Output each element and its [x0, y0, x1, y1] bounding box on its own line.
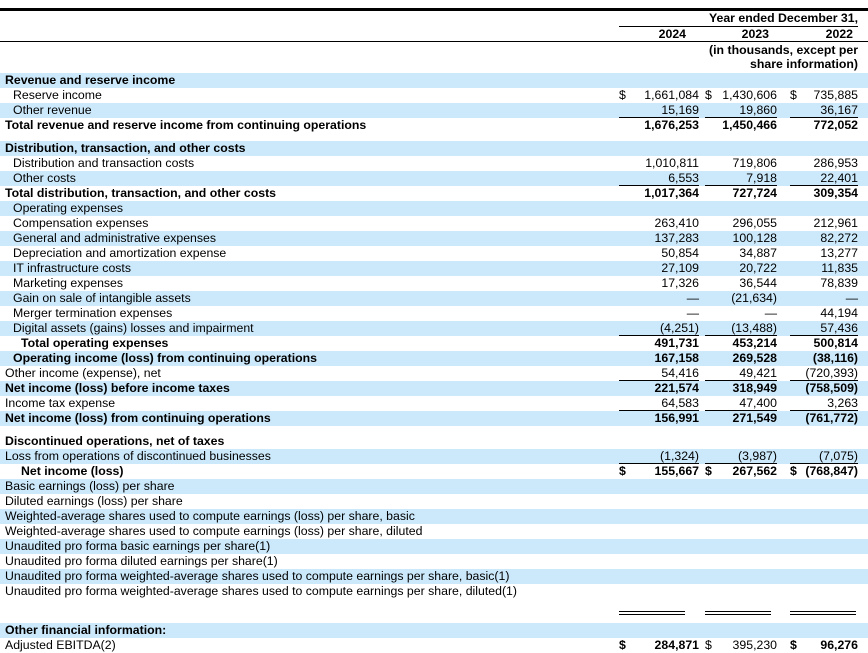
value-cell-2022 [790, 539, 858, 554]
row-label: Adjusted EBITDA(2) [5, 638, 116, 652]
cell-value: 395,230 [732, 638, 777, 652]
value-cell-2022 [790, 494, 858, 509]
table-row [0, 351, 868, 366]
currency-symbol: $ [619, 88, 626, 102]
row-label: Other income (expense), net [5, 366, 161, 380]
cell-value: 47,400 [739, 396, 777, 410]
value-cell-2024 [619, 261, 699, 276]
cell-value: 64,583 [661, 396, 699, 410]
value-cell-2024 [619, 306, 699, 321]
value-cell-2024 [619, 156, 699, 171]
value-cell-2022 [790, 479, 858, 494]
row-label: General and administrative expenses [13, 231, 217, 245]
value-cell-2022 [790, 141, 858, 156]
value-cell-2022 [790, 306, 858, 321]
period-header-row [0, 11, 868, 27]
cell-value: 735,885 [813, 88, 858, 102]
table-row [0, 88, 868, 103]
value-cell-2023 [705, 599, 777, 623]
value-cell-2024 [619, 396, 699, 411]
table-row [0, 366, 868, 381]
value-cell-2022 [790, 449, 858, 464]
column-header-2024: 2024 [658, 27, 686, 41]
cell-value: 100,128 [732, 231, 777, 245]
value-cell-2022 [790, 381, 858, 396]
row-label: Net income (loss) from continuing operations [5, 411, 271, 425]
cell-value: (768,847) [805, 464, 858, 478]
period-header: Year ended December 31, [619, 11, 858, 27]
value-cell-2024 [619, 276, 699, 291]
cell-value: 221,574 [654, 381, 699, 395]
value-cell-2023 [705, 351, 777, 366]
value-cell-2023 [705, 141, 777, 156]
row-label: Diluted earnings (loss) per share [5, 494, 183, 508]
table-row [0, 231, 868, 246]
row-label: Weighted-average shares used to compute earnings (loss) per share, diluted [5, 524, 423, 538]
value-cell-2024 [619, 231, 699, 246]
table-row [0, 434, 868, 449]
double-rule [790, 611, 856, 615]
value-cell-2023 [705, 411, 777, 426]
row-label: Net income (loss) before income taxes [5, 381, 230, 395]
value-cell-2023 [705, 246, 777, 261]
value-cell-2023 [705, 73, 777, 88]
value-cell-2023 [705, 449, 777, 464]
value-cell-2022 [790, 216, 858, 231]
year-row-spacer [0, 27, 619, 41]
currency-symbol: $ [705, 464, 712, 478]
row-label: Loss from operations of discontinued businesses [5, 449, 271, 463]
value-cell-2024 [619, 216, 699, 231]
table-row [0, 509, 868, 524]
table-row [0, 638, 868, 653]
cell-value: 34,887 [739, 246, 777, 260]
value-cell-2023 [705, 396, 777, 411]
value-cell-2022 [790, 231, 858, 246]
currency-symbol: $ [619, 638, 626, 652]
statement-table [0, 73, 868, 653]
value-cell-2022 [790, 351, 858, 366]
value-cell-2023 [705, 623, 777, 638]
table-row [0, 623, 868, 638]
row-label: Other financial information: [5, 623, 167, 637]
cell-value: 1,661,084 [644, 88, 699, 102]
table-row [0, 216, 868, 231]
cell-value: 36,167 [820, 103, 858, 117]
value-cell-2022 [790, 638, 858, 653]
cell-value: 296,055 [732, 216, 777, 230]
value-cell-2022 [790, 464, 858, 479]
row-label: Operating income (loss) from continuing operations [13, 351, 318, 365]
value-cell-2022 [790, 599, 858, 623]
currency-symbol: $ [705, 638, 712, 652]
units-note: (in thousands, except per share information) [709, 43, 858, 71]
cell-value: 57,436 [820, 321, 858, 335]
row-label: Distribution, transaction, and other costs [5, 141, 246, 155]
table-row [0, 306, 868, 321]
currency-symbol: $ [790, 464, 797, 478]
value-cell-2024 [619, 336, 699, 351]
cell-value: — [764, 306, 777, 320]
column-header-2023: 2023 [741, 27, 769, 41]
cell-value: (720,393) [805, 366, 858, 380]
cell-value: 15,169 [661, 103, 699, 117]
cell-value: 1,450,466 [722, 118, 777, 132]
cell-value: (758,509) [805, 381, 858, 395]
row-label: Gain on sale of intangible assets [13, 291, 191, 305]
value-cell-2024 [619, 434, 699, 449]
value-cell-2024 [619, 509, 699, 524]
cell-value: 156,991 [654, 411, 699, 425]
value-cell-2022 [790, 411, 858, 426]
value-cell-2024 [619, 321, 699, 336]
cell-value: (1,324) [660, 449, 699, 463]
year-columns-row [0, 27, 868, 42]
row-label: Income tax expense [5, 396, 116, 410]
cell-value: 309,354 [813, 186, 858, 200]
value-cell-2024 [619, 246, 699, 261]
cell-value: 719,806 [732, 156, 777, 170]
value-cell-2023 [705, 231, 777, 246]
row-label: Compensation expenses [13, 216, 149, 230]
value-cell-2023 [705, 539, 777, 554]
value-cell-2022 [790, 261, 858, 276]
value-cell-2022 [790, 103, 858, 118]
cell-value: 54,416 [661, 366, 699, 380]
column-header-2022: 2022 [825, 27, 853, 41]
cell-value: 78,839 [820, 276, 858, 290]
value-cell-2022 [790, 584, 858, 599]
table-row [0, 569, 868, 584]
value-cell-2023 [705, 638, 777, 653]
cell-value: 318,949 [732, 381, 777, 395]
cell-value: (4,251) [660, 321, 699, 335]
table-row [0, 171, 868, 186]
cell-value: 13,277 [820, 246, 858, 260]
value-cell-2023 [705, 276, 777, 291]
row-label: Total operating expenses [21, 336, 169, 350]
value-cell-2022 [790, 396, 858, 411]
value-cell-2024 [619, 118, 699, 133]
value-cell-2024 [619, 171, 699, 186]
value-cell-2024 [619, 73, 699, 88]
row-label: Total distribution, transaction, and other costs [5, 186, 277, 200]
value-cell-2022 [790, 186, 858, 201]
cell-value: 286,953 [813, 156, 858, 170]
row-label: Depreciation and amortization expense [13, 246, 227, 260]
cell-value: (38,116) [812, 351, 858, 365]
value-cell-2023 [705, 554, 777, 569]
table-row [0, 449, 868, 464]
cell-value: — [845, 291, 858, 305]
value-cell-2022 [790, 623, 858, 638]
table-row [0, 201, 868, 216]
value-cell-2024 [619, 539, 699, 554]
cell-value: 6,553 [668, 171, 699, 185]
cell-value: (21,634) [731, 291, 777, 305]
value-cell-2023 [705, 434, 777, 449]
table-row [0, 381, 868, 396]
cell-value: (7,075) [819, 449, 858, 463]
value-cell-2022 [790, 434, 858, 449]
row-label: Total revenue and reserve income from continuing operations [5, 118, 367, 132]
value-cell-2024 [619, 88, 699, 103]
value-cell-2023 [705, 171, 777, 186]
currency-symbol: $ [790, 638, 797, 652]
value-cell-2022 [790, 524, 858, 539]
row-label: Revenue and reserve income [5, 73, 176, 87]
value-cell-2024 [619, 464, 699, 479]
value-cell-2022 [790, 321, 858, 336]
value-cell-2024 [619, 381, 699, 396]
value-cell-2023 [705, 321, 777, 336]
value-cell-2024 [619, 201, 699, 216]
value-cell-2024 [619, 638, 699, 653]
value-cell-2023 [705, 479, 777, 494]
cell-value: 82,272 [820, 231, 858, 245]
table-row [0, 156, 868, 171]
table-row [0, 524, 868, 539]
cell-value: 453,214 [732, 336, 777, 350]
table-row [0, 73, 868, 88]
table-row [0, 141, 868, 156]
cell-value: 284,871 [654, 638, 699, 652]
value-cell-2022 [790, 201, 858, 216]
value-cell-2024 [619, 449, 699, 464]
value-cell-2024 [619, 494, 699, 509]
value-cell-2022 [790, 509, 858, 524]
value-cell-2023 [705, 509, 777, 524]
value-cell-2023 [705, 216, 777, 231]
row-label: Distribution and transaction costs [13, 156, 195, 170]
table-row [0, 246, 868, 261]
row-label: Discontinued operations, net of taxes [5, 434, 225, 448]
value-cell-2022 [790, 366, 858, 381]
table-row [0, 396, 868, 411]
row-label: Net income (loss) [21, 464, 124, 478]
row-label: Weighted-average shares used to compute earnings (loss) per share, basic [5, 509, 415, 523]
value-cell-2023 [705, 201, 777, 216]
value-cell-2023 [705, 261, 777, 276]
value-cell-2022 [790, 156, 858, 171]
row-label: Unaudited pro forma diluted earnings per share(1) [5, 554, 278, 568]
value-cell-2022 [790, 336, 858, 351]
row-label: Other costs [13, 171, 76, 185]
value-cell-2024 [619, 479, 699, 494]
cell-value: 27,109 [661, 261, 699, 275]
value-cell-2024 [619, 524, 699, 539]
row-label: Unaudited pro forma weighted-average shares used to compute earnings per share, diluted(1) [5, 584, 517, 598]
value-cell-2023 [705, 336, 777, 351]
cell-value: 271,549 [732, 411, 777, 425]
row-label: Reserve income [13, 88, 102, 102]
value-cell-2023 [705, 118, 777, 133]
value-cell-2024 [619, 186, 699, 201]
cell-value: 11,835 [821, 261, 858, 275]
value-cell-2023 [705, 381, 777, 396]
value-cell-2022 [790, 88, 858, 103]
value-cell-2023 [705, 524, 777, 539]
table-row [0, 261, 868, 276]
value-cell-2022 [790, 276, 858, 291]
value-cell-2024 [619, 584, 699, 599]
value-cell-2024 [619, 366, 699, 381]
value-cell-2023 [705, 156, 777, 171]
table-row [0, 554, 868, 569]
row-label: Merger termination expenses [13, 306, 173, 320]
value-cell-2024 [619, 623, 699, 638]
value-cell-2022 [790, 246, 858, 261]
value-cell-2023 [705, 103, 777, 118]
cell-value: — [686, 306, 699, 320]
cell-value: 727,724 [732, 186, 777, 200]
cell-value: 1,010,811 [645, 156, 699, 170]
value-cell-2023 [705, 306, 777, 321]
table-row [0, 411, 868, 426]
currency-symbol: $ [790, 88, 797, 102]
row-label: Marketing expenses [13, 276, 124, 290]
table-row [0, 291, 868, 306]
value-cell-2023 [705, 464, 777, 479]
table-row [0, 321, 868, 336]
row-label: Basic earnings (loss) per share [5, 479, 175, 493]
row-label: Digital assets (gains) losses and impairment [13, 321, 254, 335]
cell-value: 1,017,364 [644, 186, 699, 200]
cell-value: 491,731 [654, 336, 699, 350]
table-row [0, 539, 868, 554]
row-label: Other revenue [13, 103, 92, 117]
value-cell-2024 [619, 291, 699, 306]
value-cell-2023 [705, 569, 777, 584]
cell-value: 137,283 [654, 231, 699, 245]
cell-value: 772,052 [813, 118, 858, 132]
value-cell-2024 [619, 351, 699, 366]
table-row [0, 103, 868, 118]
row-label: IT infrastructure costs [13, 261, 131, 275]
value-cell-2022 [790, 554, 858, 569]
value-cell-2022 [790, 118, 858, 133]
row-label: Operating expenses [13, 201, 124, 215]
table-row [0, 599, 868, 623]
double-rule [619, 611, 685, 615]
cell-value: 19,860 [739, 103, 777, 117]
cell-value: 155,667 [654, 464, 699, 478]
value-cell-2024 [619, 411, 699, 426]
cell-value: 1,676,253 [644, 118, 699, 132]
value-cell-2023 [705, 584, 777, 599]
value-cell-2024 [619, 569, 699, 584]
cell-value: 17,326 [661, 276, 699, 290]
value-cell-2023 [705, 366, 777, 381]
value-cell-2023 [705, 88, 777, 103]
row-label [0, 599, 619, 623]
cell-value: (13,488) [731, 321, 777, 335]
table-row [0, 186, 868, 201]
value-cell-2024 [619, 599, 699, 623]
double-rule [705, 611, 771, 615]
cell-value: 20,722 [739, 261, 777, 275]
cell-value: 3,263 [827, 396, 858, 410]
table-row [0, 584, 868, 599]
cell-value: 167,158 [654, 351, 699, 365]
value-cell-2023 [705, 494, 777, 509]
value-cell-2024 [619, 103, 699, 118]
row-label: Unaudited pro forma basic earnings per share(1) [5, 539, 271, 553]
cell-value: 212,961 [813, 216, 858, 230]
table-row [0, 118, 868, 133]
cell-value: 269,528 [732, 351, 777, 365]
value-cell-2022 [790, 73, 858, 88]
table-row [0, 494, 868, 509]
value-cell-2022 [790, 171, 858, 186]
value-cell-2022 [790, 569, 858, 584]
cell-value: 267,562 [732, 464, 777, 478]
cell-value: 36,544 [739, 276, 777, 290]
cell-value: (3,987) [738, 449, 777, 463]
cell-value: 1,430,606 [722, 88, 777, 102]
cell-value: 44,194 [820, 306, 858, 320]
value-cell-2023 [705, 291, 777, 306]
cell-value: 263,410 [654, 216, 699, 230]
cell-value: 50,854 [661, 246, 699, 260]
value-cell-2022 [790, 291, 858, 306]
table-row [0, 479, 868, 494]
cell-value: 500,814 [813, 336, 858, 350]
currency-symbol: $ [619, 464, 626, 478]
value-cell-2024 [619, 554, 699, 569]
cell-value: (761,772) [805, 411, 858, 425]
table-row [0, 464, 868, 479]
table-row [0, 336, 868, 351]
value-cell-2024 [619, 141, 699, 156]
cell-value: 96,276 [820, 638, 858, 652]
cell-value: 7,918 [746, 171, 777, 185]
value-cell-2023 [705, 186, 777, 201]
cell-value: 22,401 [820, 171, 858, 185]
table-row [0, 276, 868, 291]
cell-value: — [686, 291, 699, 305]
row-label: Unaudited pro forma weighted-average shares used to compute earnings per share, basic(1) [5, 569, 510, 583]
cell-value: 49,421 [739, 366, 777, 380]
currency-symbol: $ [705, 88, 712, 102]
